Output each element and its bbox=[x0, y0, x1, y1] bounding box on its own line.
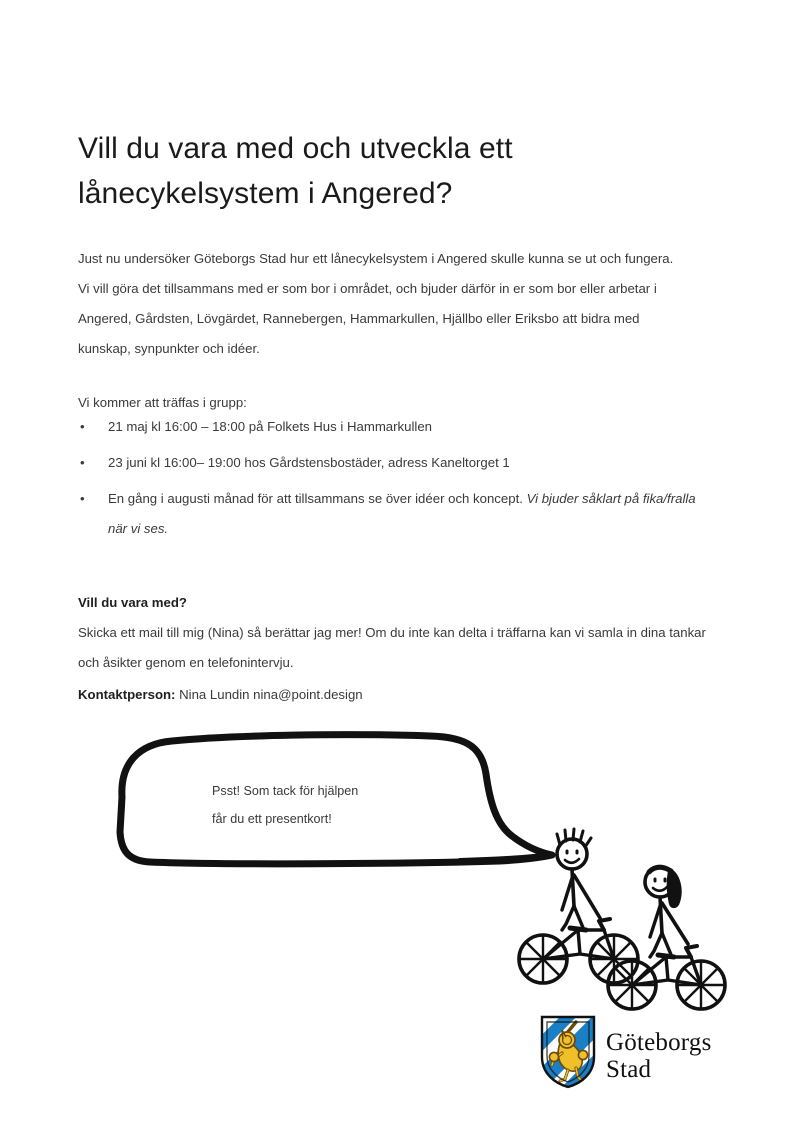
bullet-marker-icon: • bbox=[80, 455, 85, 470]
list-item bbox=[78, 484, 703, 544]
group-intro-text: Vi kommer att träffas i grupp: bbox=[78, 395, 247, 411]
page-title-line-2: lånecykelsystem i Angered? bbox=[78, 177, 453, 211]
bullet-marker-icon: • bbox=[80, 491, 85, 506]
list-item-text: En gång i augusti månad för att tillsammans se över idéer och koncept. bbox=[108, 491, 527, 506]
cta-body-text: Skicka ett mail till mig (Nina) så berättar jag mer! Om du inte kan delta i träffarna kan vi samla in dina tankar och åsikter genom en telefonintervju. bbox=[78, 625, 706, 670]
cyclists-illustration bbox=[500, 818, 735, 1013]
list-item-text: 23 juni kl 16:00– 19:00 hos Gårdstensbostäder, adress Kaneltorget 1 bbox=[108, 455, 510, 470]
goteborg-coat-of-arms-lion-shield-icon bbox=[538, 1013, 598, 1089]
logo-wordmark bbox=[606, 1029, 712, 1083]
contact-value: Nina Lundin nina@point.design bbox=[175, 687, 363, 702]
contact-label: Kontaktperson: bbox=[78, 687, 176, 702]
list-item bbox=[78, 412, 703, 442]
page-title-line-1: Vill du vara med och utveckla ett bbox=[78, 132, 513, 166]
speech-bubble-line-2: får du ett presentkort! bbox=[212, 812, 332, 826]
meeting-bullet-list bbox=[78, 412, 703, 550]
speech-bubble-line-1: Psst! Som tack för hjälpen bbox=[212, 784, 359, 798]
list-item bbox=[78, 448, 703, 478]
page-title bbox=[78, 126, 678, 216]
two-cyclists-drawing-icon bbox=[500, 818, 735, 1013]
goteborgs-stad-logo bbox=[538, 1013, 738, 1095]
bullet-marker-icon: • bbox=[80, 419, 85, 434]
speech-bubble-text bbox=[212, 777, 472, 833]
list-item-italic-note: Vi bjuder såklart på fika/fralla när vi ses. bbox=[108, 491, 696, 536]
logo-wordmark-line-2: Stad bbox=[606, 1056, 652, 1083]
cta-heading: Vill du vara med? bbox=[78, 595, 187, 610]
list-item-text: 21 maj kl 16:00 – 18:00 på Folkets Hus i Hammarkullen bbox=[108, 419, 432, 434]
logo-wordmark-line-1: Göteborgs bbox=[606, 1029, 712, 1056]
contact-line bbox=[78, 680, 718, 710]
call-to-action-block bbox=[78, 588, 718, 710]
intro-paragraph: Just nu undersöker Göteborgs Stad hur ett lånecykelsystem i Angered skulle kunna se ut och fungera. Vi vill göra det tillsammans med er som bor i området, och bjuder därför in er som bor eller arbetar i Angered, Gårdsten, Lövgärdet, Rannebergen, Hammarkullen, Hjällbo eller Eriksbo att bidra med kunskap, synpunkter och idéer. bbox=[78, 251, 674, 357]
